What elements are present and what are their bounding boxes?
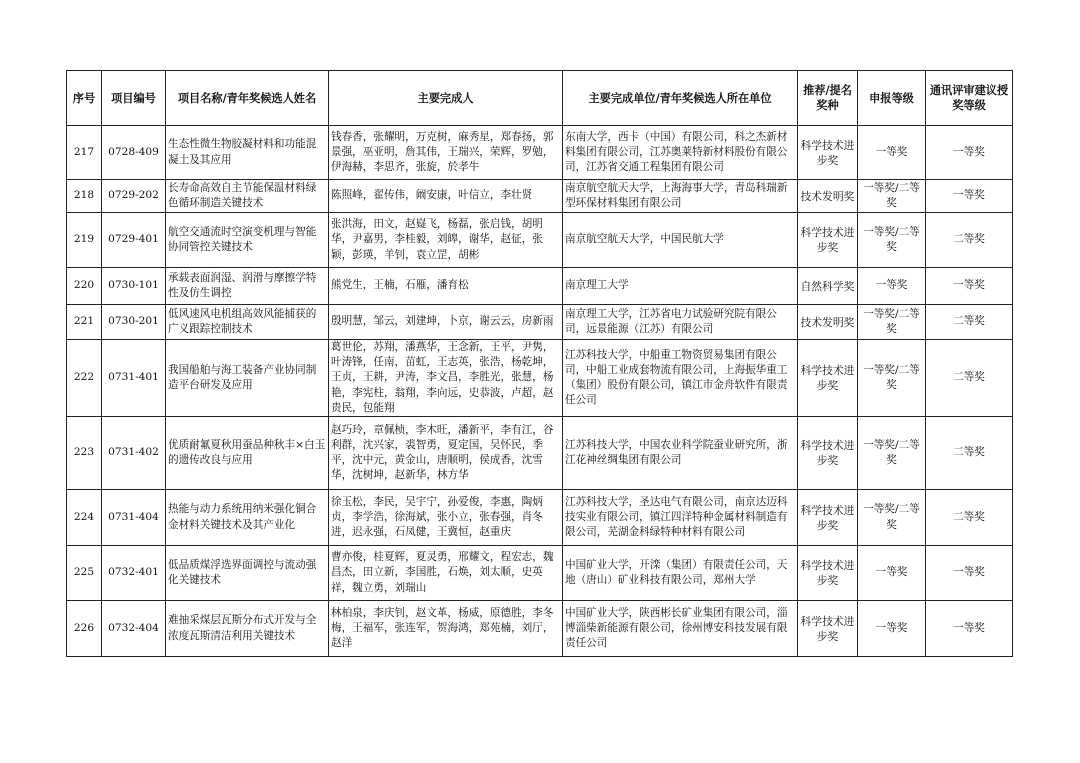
cell-declared: 一等奖/二等奖 <box>858 417 926 490</box>
cell-name: 生态性微生物胶凝材料和功能混凝土及其应用 <box>166 126 329 180</box>
cell-no: 222 <box>67 340 102 417</box>
cell-units: 中国矿业大学，开滦（集团）有限责任公司，天地（唐山）矿业科技有限公司，郑州大学 <box>563 546 798 601</box>
cell-declared: 一等奖/二等奖 <box>858 305 926 340</box>
cell-people: 徐玉松，李民，吴宇宁，孙爱俊，李惠，陶炳贞，李学浩，徐海斌，张小立，张春强，肖冬进，迟永强，石凤健，王冀恒，赵重庆 <box>329 490 563 546</box>
cell-people: 张洪海，田文，赵嶷飞，杨磊，张启钱，胡明华，尹嘉男，李桂毅，刘皞，谢华，赵征，张颖，彭瑛，羊钊，袁立罡，胡彬 <box>329 213 563 268</box>
cell-name: 承载表面润湿、润滑与摩擦学特性及仿生调控 <box>166 268 329 305</box>
cell-suggested: 二等奖 <box>926 305 1013 340</box>
cell-type: 科学技术进步奖 <box>798 417 858 490</box>
cell-code: 0729-202 <box>102 180 166 213</box>
cell-units: 南京航空航天大学，上海海事大学，青岛科瑞新型环保材料集团有限公司 <box>563 180 798 213</box>
table-row <box>67 490 1013 546</box>
header-units: 主要完成单位/青年奖候选人所在单位 <box>563 71 798 126</box>
cell-units: 东南大学，西卡（中国）有限公司，科之杰新材料集团有限公司，江苏奥莱特新材料股份有限公司，江苏省交通工程集团有限公司 <box>563 126 798 180</box>
table-row <box>67 180 1013 213</box>
cell-no: 219 <box>67 213 102 268</box>
cell-declared: 一等奖 <box>858 546 926 601</box>
cell-no: 217 <box>67 126 102 180</box>
table-row <box>67 546 1013 601</box>
cell-people: 陈照峰，翟传伟，阚安康，叶信立，李壮贤 <box>329 180 563 213</box>
cell-name: 长寿命高效自主节能保温材料绿色循环制造关键技术 <box>166 180 329 213</box>
cell-no: 224 <box>67 490 102 546</box>
cell-type: 科学技术进步奖 <box>798 213 858 268</box>
cell-suggested: 一等奖 <box>926 180 1013 213</box>
cell-name: 低品质煤浮选界面调控与流动强化关键技术 <box>166 546 329 601</box>
cell-name: 低风速风电机组高效风能捕获的广义跟踪控制技术 <box>166 305 329 340</box>
cell-no: 221 <box>67 305 102 340</box>
cell-code: 0730-201 <box>102 305 166 340</box>
cell-type: 科学技术进步奖 <box>798 490 858 546</box>
header-declared: 申报等级 <box>858 71 926 126</box>
cell-units: 南京航空航天大学，中国民航大学 <box>563 213 798 268</box>
cell-type: 科学技术进步奖 <box>798 546 858 601</box>
cell-name: 航空交通流时空演变机理与智能协同管控关键技术 <box>166 213 329 268</box>
cell-code: 0731-402 <box>102 417 166 490</box>
table-row <box>67 268 1013 305</box>
cell-units: 南京理工大学 <box>563 268 798 305</box>
cell-declared: 一等奖/二等奖 <box>858 213 926 268</box>
cell-declared: 一等奖 <box>858 126 926 180</box>
cell-people: 林柏泉，李庆钊，赵文革，杨威，原德胜，李冬梅，王福军，张连军，贺海鸿，郑苑楠，刘厅，赵洋 <box>329 601 563 657</box>
cell-suggested: 一等奖 <box>926 546 1013 601</box>
cell-type: 科学技术进步奖 <box>798 126 858 180</box>
cell-type: 科学技术进步奖 <box>798 601 858 657</box>
cell-units: 南京理工大学，江苏省电力试验研究院有限公司，远景能源（江苏）有限公司 <box>563 305 798 340</box>
cell-type: 自然科学奖 <box>798 268 858 305</box>
cell-units: 江苏科技大学，中船重工物资贸易集团有限公司，中船工业成套物流有限公司，上海振华重工（集团）股份有限公司，镇江市金舟软件有限责任公司 <box>563 340 798 417</box>
cell-people: 赵巧玲，章佩桢，李木旺，潘新平，李有江，谷利群，沈兴家，裘智勇，夏定国，吴怀民，季平，沈中元，黄金山，唐顺明，侯成香，沈雪华，沈树坤，赵新华，林方华 <box>329 417 563 490</box>
cell-code: 0732-401 <box>102 546 166 601</box>
table-row <box>67 601 1013 657</box>
cell-no: 226 <box>67 601 102 657</box>
header-code: 项目编号 <box>102 71 166 126</box>
cell-no: 225 <box>67 546 102 601</box>
cell-suggested: 二等奖 <box>926 417 1013 490</box>
cell-no: 223 <box>67 417 102 490</box>
cell-people: 曹亦俊，桂夏辉，夏灵勇，邢耀文，程宏志，魏昌杰，田立新，李国胜，石焕，刘太顺，史英祥，魏立勇，刘瑞山 <box>329 546 563 601</box>
cell-declared: 一等奖/二等奖 <box>858 340 926 417</box>
table-row <box>67 126 1013 180</box>
cell-suggested: 一等奖 <box>926 601 1013 657</box>
table-row <box>67 340 1013 417</box>
cell-no: 220 <box>67 268 102 305</box>
cell-type: 技术发明奖 <box>798 305 858 340</box>
header-type: 推荐/提名奖种 <box>798 71 858 126</box>
cell-suggested: 一等奖 <box>926 268 1013 305</box>
cell-code: 0732-404 <box>102 601 166 657</box>
cell-code: 0731-404 <box>102 490 166 546</box>
cell-people: 殷明慧，邹云，刘建坤，卜京，谢云云，房新雨 <box>329 305 563 340</box>
cell-declared: 一等奖/二等奖 <box>858 180 926 213</box>
cell-no: 218 <box>67 180 102 213</box>
cell-name: 热能与动力系统用纳米强化铜合金材料关键技术及其产业化 <box>166 490 329 546</box>
cell-code: 0731-401 <box>102 340 166 417</box>
cell-units: 江苏科技大学，圣达电气有限公司，南京达迈科技实业有限公司，镇江四洋特种金属材料制造有限公司，芜湖金科绿特种材料有限公司 <box>563 490 798 546</box>
table-row <box>67 213 1013 268</box>
cell-declared: 一等奖/二等奖 <box>858 490 926 546</box>
cell-name: 难抽采煤层瓦斯分布式开发与全浓度瓦斯清洁利用关键技术 <box>166 601 329 657</box>
cell-declared: 一等奖 <box>858 601 926 657</box>
cell-declared: 一等奖 <box>858 268 926 305</box>
cell-people: 钱春香，张耀明，万克树，麻秀星，郑春扬，郭景强，巫亚明，詹其伟，王瑞兴，荣辉，罗勉，伊海赫，李思齐，张旋，於孝牛 <box>329 126 563 180</box>
cell-suggested: 一等奖 <box>926 126 1013 180</box>
table-header-row <box>67 71 1013 126</box>
cell-code: 0728-409 <box>102 126 166 180</box>
cell-suggested: 二等奖 <box>926 340 1013 417</box>
header-people: 主要完成人 <box>329 71 563 126</box>
table-row <box>67 305 1013 340</box>
header-no: 序号 <box>67 71 102 126</box>
cell-code: 0729-401 <box>102 213 166 268</box>
header-suggested: 通讯评审建议授奖等级 <box>926 71 1013 126</box>
cell-name: 我国船舶与海工装备产业协同制造平台研发及应用 <box>166 340 329 417</box>
cell-name: 优质耐氟夏秋用蚕品种秋丰×白玉的遗传改良与应用 <box>166 417 329 490</box>
cell-suggested: 二等奖 <box>926 490 1013 546</box>
cell-type: 技术发明奖 <box>798 180 858 213</box>
cell-people: 葛世伦，苏翔，潘燕华，王念新，王平，尹隽，叶涛锋，任南，苗虹，王志英，张浩，杨乾坤，王贞，王耕，尹涛，李文昌，李胜光，张慧，杨艳，李宪柱，翁翔，李向远，史恭波，卢超，赵贵民，包能翔 <box>329 340 563 417</box>
award-table <box>66 70 1013 657</box>
cell-units: 中国矿业大学，陕西彬长矿业集团有限公司，淄博淄柴新能源有限公司，徐州博安科技发展有限责任公司 <box>563 601 798 657</box>
cell-people: 熊党生，王楠，石雁，潘育松 <box>329 268 563 305</box>
cell-type: 科学技术进步奖 <box>798 340 858 417</box>
cell-units: 江苏科技大学，中国农业科学院蚕业研究所，浙江花神丝绸集团有限公司 <box>563 417 798 490</box>
cell-code: 0730-101 <box>102 268 166 305</box>
cell-suggested: 二等奖 <box>926 213 1013 268</box>
table-row <box>67 417 1013 490</box>
header-name: 项目名称/青年奖候选人姓名 <box>166 71 329 126</box>
